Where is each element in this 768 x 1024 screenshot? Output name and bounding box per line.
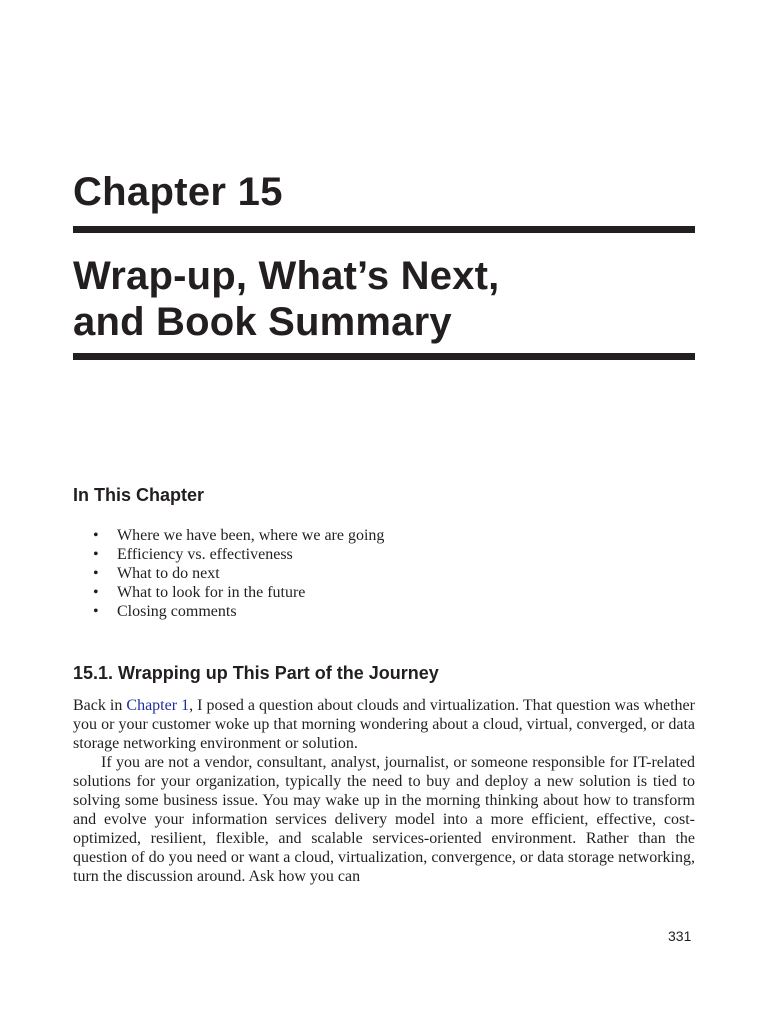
list-item-text: What to do next	[117, 565, 220, 582]
bullet-icon: •	[93, 603, 99, 620]
chapter-1-link[interactable]: Chapter 1	[126, 697, 190, 714]
chapter-rule-bottom	[73, 353, 695, 360]
list-item	[93, 564, 384, 583]
paragraph-1-prefix: Back in	[73, 697, 127, 714]
list-item-text: Closing comments	[117, 603, 237, 620]
section-body	[73, 696, 695, 886]
list-item	[93, 526, 384, 545]
paragraph-1-text: , I posed a question about clouds and virtualization. That question was whether you or your customer woke up that morning wondering about a cloud, virtual, converged, or data storage networking environment or solution.	[73, 697, 695, 752]
chapter-rule-top	[73, 226, 695, 233]
chapter-topics-list	[93, 526, 384, 621]
bullet-icon: •	[93, 584, 99, 601]
paragraph-2: If you are not a vendor, consultant, analyst, journalist, or someone responsible for IT-related solutions for your organization, typically the need to buy and deploy a new solution is tied to solving some business issue. You may wake up in the morning thinking about how to transform and evolve your information services delivery model into a more efficient, effective, cost-optimized, resilient, flexible, and scalable services-oriented environment. Rather than the question of do you need or want a cloud, virtualization, convergence, or data storage networking, turn the discussion around. Ask how you can	[73, 754, 695, 885]
chapter-title-line-1: Wrap-up, What’s Next,	[73, 254, 500, 298]
list-item	[93, 583, 384, 602]
list-item-text: What to look for in the future	[117, 584, 306, 601]
page-number: 331	[668, 928, 692, 944]
list-item-text: Efficiency vs. effectiveness	[117, 546, 293, 563]
bullet-icon: •	[93, 527, 99, 544]
bullet-icon: •	[93, 546, 99, 563]
bullet-icon: •	[93, 565, 99, 582]
paragraph-1	[73, 696, 695, 753]
list-item-text: Where we have been, where we are going	[117, 527, 385, 544]
chapter-title-line-2: and Book Summary	[73, 300, 452, 344]
list-item	[93, 602, 384, 621]
chapter-title	[73, 253, 695, 345]
list-item	[93, 545, 384, 564]
section-heading: 15.1. Wrapping up This Part of the Journey	[73, 663, 439, 683]
chapter-number: Chapter 15	[73, 170, 283, 214]
in-this-chapter-heading: In This Chapter	[73, 485, 205, 505]
